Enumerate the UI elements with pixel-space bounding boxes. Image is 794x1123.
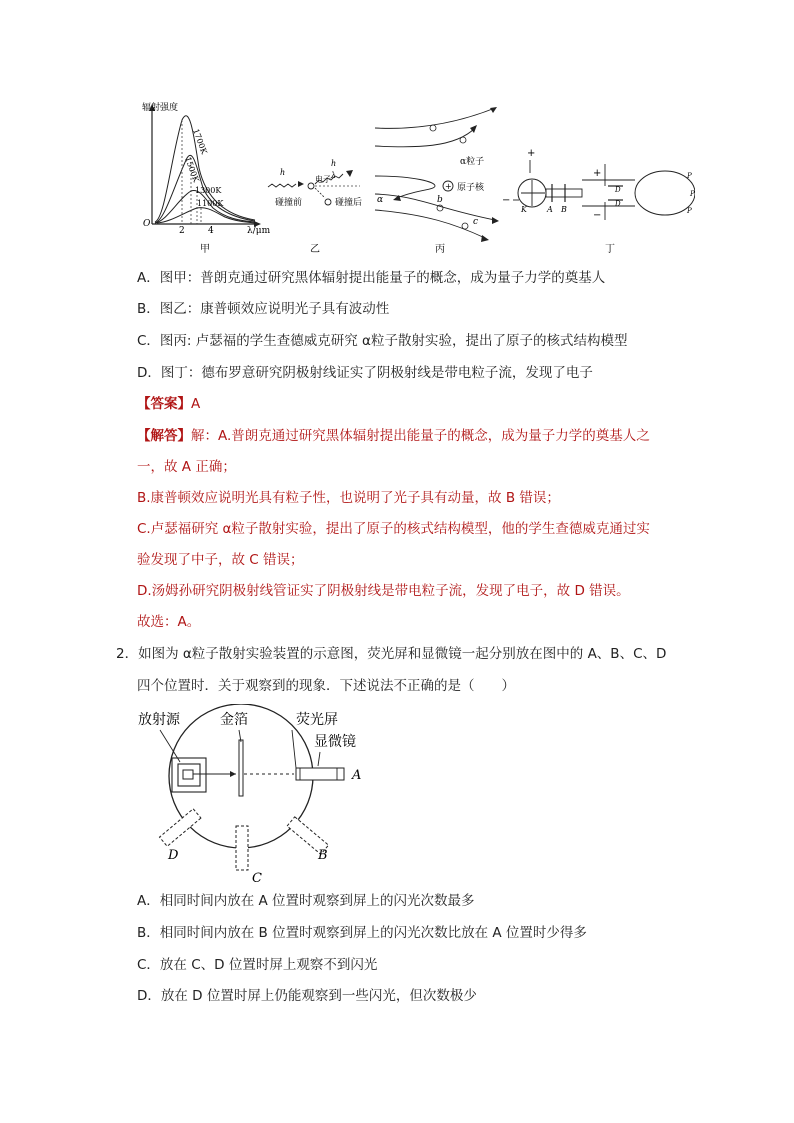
figure-q1 bbox=[135, 98, 695, 258]
bing-alpha: α bbox=[377, 195, 384, 205]
q1-analysis-line-4: C.卢瑟福研究 α粒子散射实验，提出了原子的核式结构模型，他的学生查德威克通过实 bbox=[137, 521, 650, 537]
figure-q2 bbox=[134, 704, 374, 884]
jia-tick-2: 2 bbox=[179, 226, 185, 236]
label-screen: 荧光屏 bbox=[296, 712, 338, 728]
answer-value: A bbox=[191, 396, 201, 412]
q1-analysis-line-5: 验发现了中子，故 C 错误； bbox=[137, 552, 304, 568]
bing-alpha-particle: α粒子 bbox=[460, 157, 485, 167]
ding-screen-bulb bbox=[635, 171, 695, 215]
yi-after: 碰撞后 bbox=[335, 198, 363, 208]
yi-before: 碰撞前 bbox=[275, 198, 303, 208]
bing-caption: 丙 bbox=[435, 244, 445, 255]
label-source: 放射源 bbox=[138, 712, 180, 728]
bing-nucleus-label: 原子核 bbox=[457, 183, 485, 193]
bing-c: c bbox=[473, 217, 479, 227]
label-1300k: 1300K bbox=[195, 186, 222, 195]
yi-electron-after bbox=[325, 199, 331, 205]
label-1500k: 1500K bbox=[183, 155, 201, 184]
yi-h2: h bbox=[331, 159, 337, 168]
q1-analysis-line-6: D.汤姆孙研究阴极射线管证实了阴极射线是带电粒子流，发现了电子，故 D 错误。 bbox=[137, 583, 630, 599]
ding-plus: + bbox=[527, 148, 536, 159]
yi-h1: h bbox=[280, 168, 286, 177]
jia-caption: 甲 bbox=[200, 244, 210, 255]
q2-option-b: B．相同时间内放在 B 位置时观察到屏上的闪光次数比放在 A 位置时少得多 bbox=[137, 925, 587, 941]
label-1100k: 1100K bbox=[197, 199, 224, 208]
svg-text:−: − bbox=[593, 210, 602, 221]
yi-caption: 乙 bbox=[310, 244, 320, 255]
q1-analysis-line-2: 一，故 A 正确； bbox=[137, 459, 236, 475]
label-microscope: 显微镜 bbox=[314, 734, 356, 750]
yi-electron-label: 电子 bbox=[315, 175, 331, 184]
ding-D2: D bbox=[615, 200, 621, 208]
label-foil: 金箔 bbox=[220, 712, 248, 728]
jia-ylabel: 辐射强度 bbox=[142, 103, 179, 113]
q2-stem-line-2: 四个位置时．关于观察到的现象．下述说法不正确的是（ ） bbox=[137, 678, 515, 694]
jia-origin: O bbox=[143, 219, 151, 229]
ding-P2: P bbox=[690, 190, 695, 198]
q1-answer bbox=[137, 395, 200, 413]
q2-option-c: C．放在 C、D 位置时屏上观察不到闪光 bbox=[137, 957, 378, 973]
q1-option-c: C．图丙: 卢瑟福的学生查德威克研究 α粒子散射实验，提出了原子的核式结构模型 bbox=[137, 333, 628, 349]
q1-option-d: D．图丁：德布罗意研究阴极射线证实了阴极射线是带电粒子流，发现了电子 bbox=[137, 365, 593, 381]
ding-D1: D bbox=[615, 186, 621, 194]
analysis-tag: 【解答】 bbox=[137, 428, 191, 444]
pos-a: A bbox=[352, 768, 362, 783]
yi-lambda: λ bbox=[331, 171, 337, 180]
ding-caption: 丁 bbox=[605, 244, 615, 255]
figure-bing bbox=[375, 107, 499, 255]
svg-text:+: + bbox=[445, 182, 452, 191]
pos-b: B bbox=[318, 848, 328, 863]
yi-electron-before bbox=[308, 183, 314, 189]
q1-analysis-line-3: B.康普顿效应说明光具有粒子性，也说明了光子具有动量，故 B 错误； bbox=[137, 490, 560, 506]
microscope-c bbox=[236, 826, 248, 870]
ding-B: B bbox=[561, 205, 567, 214]
jia-tick-4: 4 bbox=[208, 226, 214, 236]
svg-text:+: + bbox=[593, 168, 602, 179]
figure-ding bbox=[502, 148, 695, 255]
bing-b: b bbox=[437, 195, 443, 205]
q1-option-b: B．图乙：康普顿效应说明光子具有波动性 bbox=[137, 301, 390, 317]
gold-foil bbox=[239, 740, 243, 796]
label-1700k: 1700K bbox=[191, 127, 209, 156]
q2-option-a: A．相同时间内放在 A 位置时观察到屏上的闪光次数最多 bbox=[137, 893, 475, 909]
radiation-source bbox=[172, 758, 206, 792]
pos-d: D bbox=[168, 848, 179, 863]
q2-option-d: D．放在 D 位置时屏上仍能观察到一些闪光，但次数极少 bbox=[137, 988, 477, 1004]
figure-yi bbox=[268, 159, 362, 255]
q1-analysis-line-1 bbox=[137, 427, 650, 445]
ding-A: A bbox=[547, 205, 553, 214]
q1-analysis-line-7: 故选：A。 bbox=[137, 614, 201, 630]
q1-option-a: A．图甲：普朗克通过研究黑体辐射提出能量子的概念，成为量子力学的奠基人 bbox=[137, 270, 606, 286]
pos-c: C bbox=[252, 871, 262, 884]
figure-jia bbox=[142, 101, 271, 255]
answer-tag: 【答案】 bbox=[137, 396, 191, 412]
jia-xlabel: λ/μm bbox=[247, 226, 271, 236]
ding-K: K bbox=[521, 205, 527, 214]
ding-P3: P bbox=[687, 207, 692, 215]
analysis-text-1: 解：A.普朗克通过研究黑体辐射提出能量子的概念，成为量子力学的奠基人之 bbox=[191, 428, 650, 444]
ding-P1: P bbox=[687, 172, 692, 180]
q2-stem-line-1: 2．如图为 α粒子散射实验装置的示意图，荧光屏和显微镜一起分别放在图中的 A、B、C、D bbox=[116, 646, 667, 662]
ding-minus: − bbox=[502, 195, 511, 206]
